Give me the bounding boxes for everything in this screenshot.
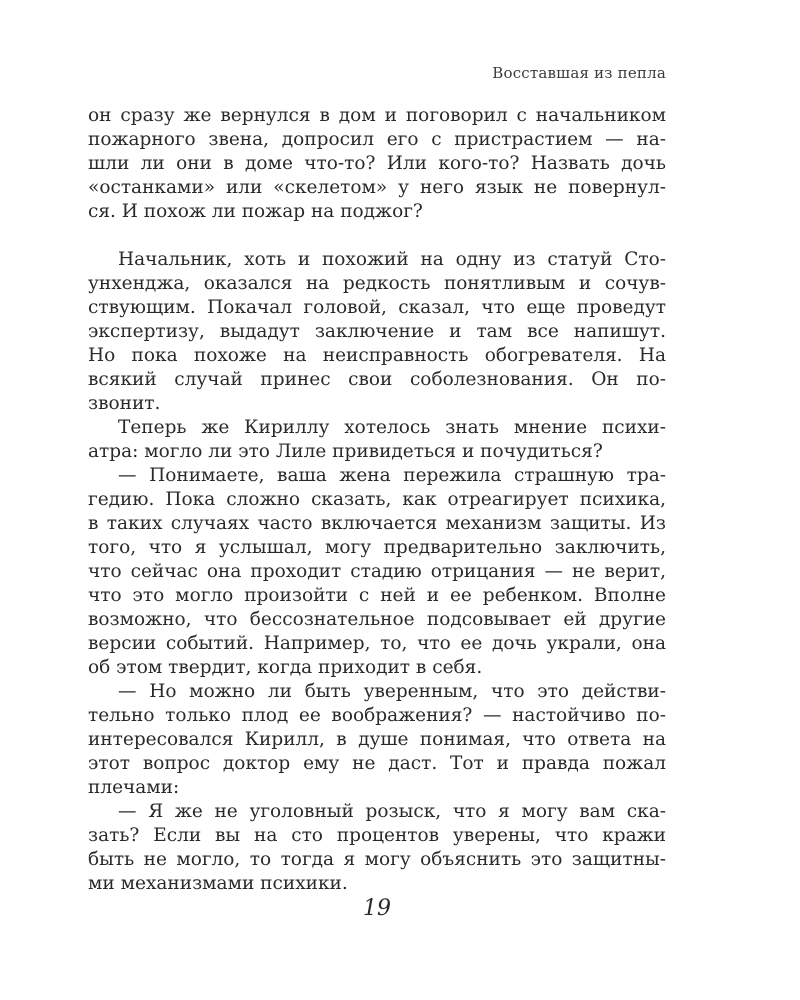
text-line: гедию. Пока сложно сказать, как отреагирует психика, bbox=[88, 489, 666, 510]
text-line: ся. И похож ли пожар на поджог? bbox=[88, 201, 423, 222]
text-line: всякий случай принес свои соболезнования. Он по- bbox=[88, 369, 666, 390]
text-line: Теперь же Кириллу хотелось знать мнение психи- bbox=[118, 417, 666, 438]
text-line: ствующим. Покачал головой, сказал, что еще проведут bbox=[88, 297, 666, 318]
text-line: Начальник, хоть и похожий на одну из статуй Сто- bbox=[118, 249, 666, 270]
text-line: возможно, что бессознательное подсовывает ей другие bbox=[88, 609, 666, 630]
paragraph bbox=[88, 104, 666, 224]
text-line: зать? Если вы на сто процентов уверены, что кражи bbox=[88, 825, 666, 846]
text-line: «останками» или «скелетом» у него язык не повернул- bbox=[88, 177, 666, 198]
text-line: Но пока похоже на неисправность обогревателя. На bbox=[88, 345, 666, 366]
paragraph bbox=[88, 800, 666, 896]
text-line: того, что я услышал, могу предварительно заключить, bbox=[88, 537, 666, 558]
paragraph bbox=[88, 464, 666, 680]
paragraph bbox=[88, 416, 666, 464]
text-line: быть не могло, то тогда я могу объяснить это защитны- bbox=[88, 849, 666, 870]
text-line: он сразу же вернулся в дом и поговорил с начальником bbox=[88, 105, 666, 126]
text-line: в таких случаях часто включается механизм защиты. Из bbox=[88, 513, 666, 534]
text-line: версии событий. Например, то, что ее дочь украли, она bbox=[88, 633, 666, 654]
text-line: — Но можно ли быть уверенным, что это действи- bbox=[118, 681, 666, 702]
text-line: атра: могло ли это Лиле привидеться и почудиться? bbox=[88, 441, 603, 462]
text-line: экспертизу, выдадут заключение и там все напишут. bbox=[88, 321, 666, 342]
text-line: что сейчас она проходит стадию отрицания — не верит, bbox=[88, 561, 666, 582]
text-line: пожарного звена, допросил его с пристрастием — на- bbox=[88, 129, 666, 150]
text-line: об этом твердит, когда приходит в себя. bbox=[88, 657, 483, 678]
text-line: — Я же не уголовный розыск, что я могу вам ска- bbox=[118, 801, 666, 822]
page-number: 19 bbox=[363, 896, 391, 921]
text-line: звонит. bbox=[88, 393, 161, 414]
text-line: ми механизмами психики. bbox=[88, 873, 348, 894]
text-line: этот вопрос доктор ему не даст. Тот и правда пожал bbox=[88, 753, 666, 774]
text-line: интересовался Кирилл, в душе понимая, что ответа на bbox=[88, 729, 666, 750]
text-line: — Понимаете, ваша жена пережила страшную тра- bbox=[118, 465, 666, 486]
text-line: что это могло произойти с ней и ее ребенком. Вполне bbox=[88, 585, 666, 606]
paragraph-gap bbox=[88, 224, 666, 248]
text-line: тельно только плод ее воображения? — настойчиво по- bbox=[88, 705, 666, 726]
paragraph bbox=[88, 680, 666, 800]
text-line: шли ли они в доме что-то? Или кого-то? Назвать дочь bbox=[88, 153, 666, 174]
paragraph bbox=[88, 248, 666, 416]
text-line: унхенджа, оказался на редкость понятливым и сочув- bbox=[88, 273, 666, 294]
body-text bbox=[88, 104, 666, 896]
text-line: плечами: bbox=[88, 777, 180, 798]
running-title: Восставшая из пепла bbox=[492, 64, 666, 82]
